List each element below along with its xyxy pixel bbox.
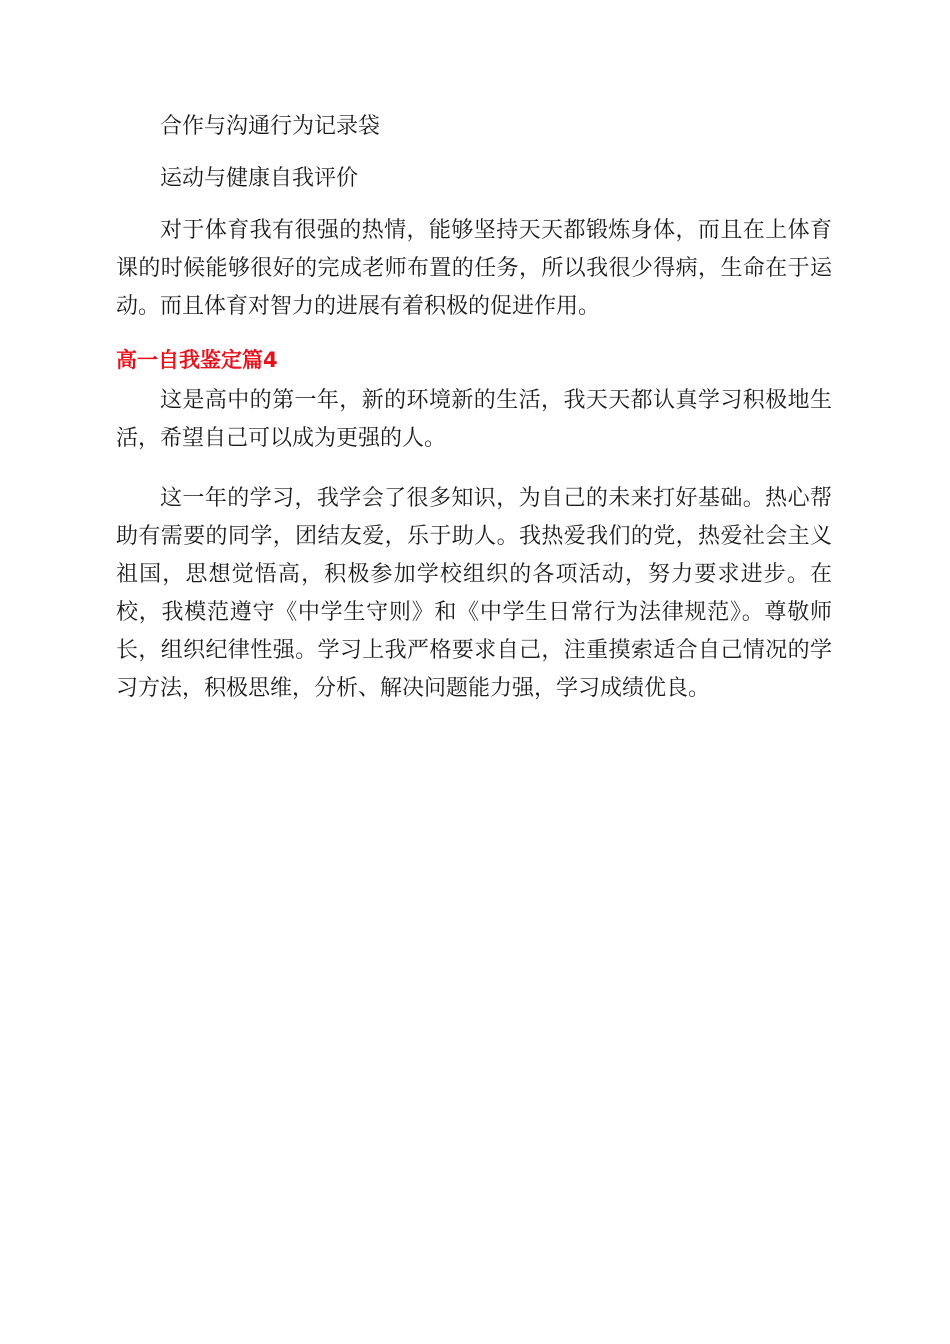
section-heading: 高一自我鉴定篇4 [116, 348, 278, 372]
paragraph-year-of-study: 这一年的学习，我学会了很多知识，为自己的未来打好基础。热心帮助有需要的同学，团结友爱，乐于助人。我热爱我们的党，热爱社会主义祖国，思想觉悟高，积极参加学校组织的各项活动，努力要求进步。在校，我模范遵守《中学生守则》和《中学生日常行为法律规范》。尊敬师长，组织纪律性强。学习上我严格要求自己，注重摸索适合自己情况的学习方法，积极思维，分析、解决问题能力强，学习成绩优良。 [116, 486, 832, 701]
document-body [116, 108, 832, 708]
paragraph-sports-passion: 对于体育我有很强的热情，能够坚持天天都锻炼身体，而且在上体育课的时候能够很好的完成老师布置的任务，所以我很少得病，生命在于运动。而且体育对智力的进展有着积极的促进作用。 [116, 218, 832, 319]
paragraph-first-year: 这是高中的第一年，新的环境新的生活，我天天都认真学习积极地生活，希望自己可以成为更强的人。 [116, 388, 832, 451]
paragraph-record-bag: 合作与沟通行为记录袋 [160, 114, 381, 139]
paragraph-sports-self-evaluation: 运动与健康自我评价 [160, 166, 359, 191]
